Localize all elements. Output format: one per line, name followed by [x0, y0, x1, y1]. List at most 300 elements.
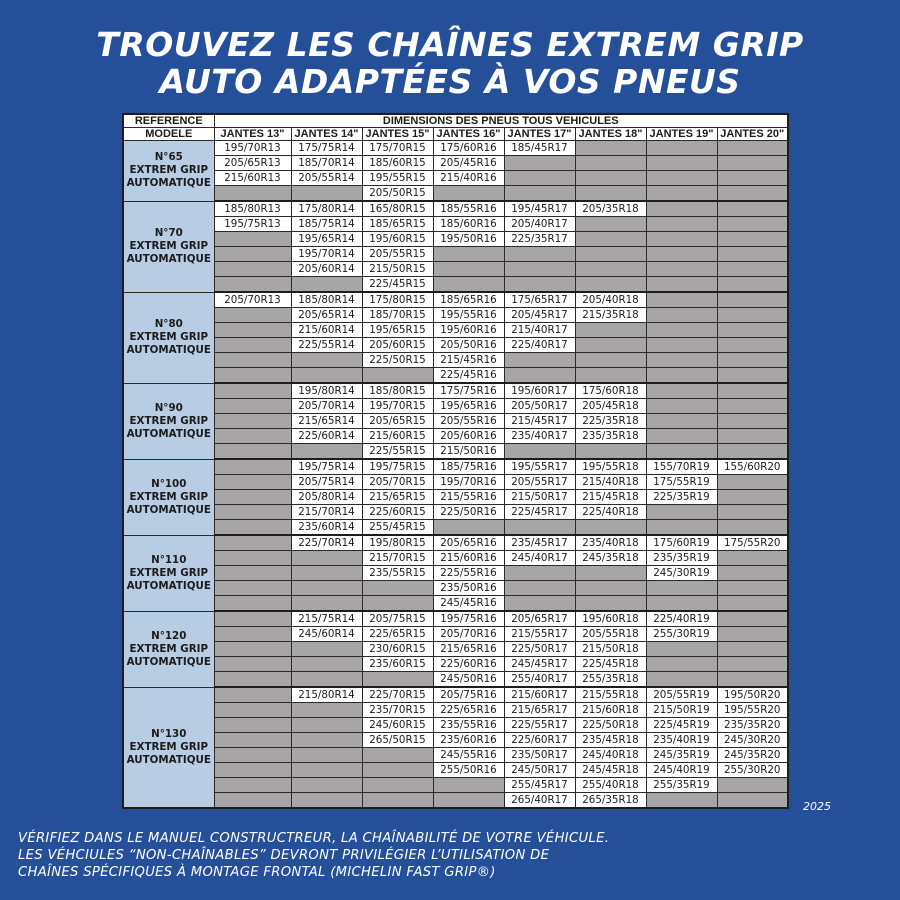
tire-size-cell: 195/65R16	[433, 399, 504, 414]
empty-cell	[646, 399, 717, 414]
empty-cell	[291, 657, 362, 672]
empty-cell	[646, 232, 717, 247]
tire-size-cell: 215/65R17	[504, 703, 575, 718]
column-header: JANTES 17"	[504, 128, 575, 141]
empty-cell	[291, 444, 362, 460]
empty-cell	[214, 353, 291, 368]
tire-size-cell: 225/60R16	[433, 657, 504, 672]
table-row	[123, 611, 788, 627]
empty-cell	[646, 156, 717, 171]
table-row	[123, 186, 788, 202]
tire-size-cell: 205/45R16	[433, 156, 504, 171]
empty-cell	[646, 277, 717, 293]
empty-cell	[717, 642, 788, 657]
empty-cell	[362, 778, 433, 793]
empty-cell	[214, 581, 291, 596]
model-label-line: N°130	[151, 727, 187, 740]
empty-cell	[214, 505, 291, 520]
tire-size-cell: 215/70R15	[362, 551, 433, 566]
reference-header-line-2: MODELE	[123, 128, 214, 141]
tire-size-cell: 175/60R16	[433, 141, 504, 156]
table-row	[123, 551, 788, 566]
tire-size-cell: 205/45R18	[575, 399, 646, 414]
table-row	[123, 687, 788, 703]
tire-size-cell: 245/55R16	[433, 748, 504, 763]
empty-cell	[717, 611, 788, 627]
empty-cell	[717, 171, 788, 186]
tire-size-cell: 175/60R18	[575, 383, 646, 399]
empty-cell	[362, 368, 433, 384]
tire-size-cell: 205/70R16	[433, 627, 504, 642]
empty-cell	[717, 520, 788, 536]
tire-size-cell: 225/45R16	[433, 368, 504, 384]
tire-size-cell: 235/50R17	[504, 748, 575, 763]
table-row	[123, 733, 788, 748]
tire-size-cell: 205/60R15	[362, 338, 433, 353]
tire-size-cell: 225/40R18	[575, 505, 646, 520]
empty-cell	[575, 444, 646, 460]
empty-cell	[717, 475, 788, 490]
table-row	[123, 793, 788, 809]
table-row	[123, 141, 788, 156]
empty-cell	[214, 277, 291, 293]
empty-cell	[717, 201, 788, 217]
empty-cell	[504, 186, 575, 202]
tire-size-cell: 195/75R14	[291, 459, 362, 475]
table-row	[123, 429, 788, 444]
empty-cell	[214, 459, 291, 475]
title-line-1: TROUVEZ LES CHAÎNES EXTREM GRIP	[96, 25, 804, 64]
empty-cell	[214, 383, 291, 399]
empty-cell	[291, 793, 362, 809]
table-row	[123, 475, 788, 490]
empty-cell	[575, 520, 646, 536]
empty-cell	[433, 520, 504, 536]
empty-cell	[646, 520, 717, 536]
table-row	[123, 459, 788, 475]
empty-cell	[214, 627, 291, 642]
tire-size-cell: 255/50R16	[433, 763, 504, 778]
tire-size-cell: 185/75R16	[433, 459, 504, 475]
empty-cell	[717, 551, 788, 566]
tire-size-cell: 225/50R16	[433, 505, 504, 520]
tire-size-cell: 175/70R15	[362, 141, 433, 156]
empty-cell	[646, 642, 717, 657]
tire-size-cell: 225/65R15	[362, 627, 433, 642]
empty-cell	[214, 399, 291, 414]
empty-cell	[214, 232, 291, 247]
table-row	[123, 566, 788, 581]
tire-size-cell: 225/60R17	[504, 733, 575, 748]
empty-cell	[504, 596, 575, 612]
empty-cell	[717, 596, 788, 612]
tire-size-cell: 205/55R18	[575, 627, 646, 642]
empty-cell	[717, 323, 788, 338]
model-label-line: N°70	[154, 227, 183, 239]
empty-cell	[214, 793, 291, 809]
empty-cell	[214, 718, 291, 733]
empty-cell	[291, 703, 362, 718]
dimensions-header: DIMENSIONS DES PNEUS TOUS VEHICULES	[214, 114, 788, 128]
empty-cell	[575, 596, 646, 612]
empty-cell	[433, 247, 504, 262]
empty-cell	[433, 793, 504, 809]
empty-cell	[214, 490, 291, 505]
tire-size-cell: 225/45R17	[504, 505, 575, 520]
empty-cell	[717, 232, 788, 247]
column-header: JANTES 18"	[575, 128, 646, 141]
tire-size-cell: 235/40R17	[504, 429, 575, 444]
empty-cell	[214, 687, 291, 703]
tire-size-cell: 205/55R17	[504, 475, 575, 490]
empty-cell	[646, 672, 717, 688]
footer-line-3: CHAÎNES SPÉCIFIQUES À MONTAGE FRONTAL (MICHELIN FAST GRIP®)	[18, 865, 496, 880]
table-row	[123, 292, 788, 308]
tire-size-cell: 215/60R18	[575, 703, 646, 718]
empty-cell	[214, 596, 291, 612]
table-row	[123, 232, 788, 247]
tire-size-cell: 205/50R17	[504, 399, 575, 414]
tire-size-cell: 235/50R16	[433, 581, 504, 596]
empty-cell	[504, 277, 575, 293]
model-label-line: EXTREM GRIP	[129, 164, 209, 177]
tire-size-cell: 215/65R14	[291, 414, 362, 429]
table-row	[123, 399, 788, 414]
tire-size-cell: 230/60R15	[362, 642, 433, 657]
empty-cell	[504, 566, 575, 581]
model-label-line: AUTOMATIQUE	[126, 753, 211, 766]
empty-cell	[214, 414, 291, 429]
empty-cell	[214, 520, 291, 536]
empty-cell	[646, 596, 717, 612]
empty-cell	[575, 217, 646, 232]
empty-cell	[433, 778, 504, 793]
empty-cell	[575, 232, 646, 247]
empty-cell	[646, 338, 717, 353]
empty-cell	[717, 156, 788, 171]
empty-cell	[575, 581, 646, 596]
empty-cell	[291, 672, 362, 688]
empty-cell	[646, 171, 717, 186]
tire-size-cell: 195/60R15	[362, 232, 433, 247]
tire-size-cell: 235/60R16	[433, 733, 504, 748]
empty-cell	[362, 581, 433, 596]
table-row	[123, 672, 788, 688]
tire-size-cell: 195/50R20	[717, 687, 788, 703]
empty-cell	[291, 596, 362, 612]
table-row	[123, 368, 788, 384]
empty-cell	[214, 475, 291, 490]
tire-size-cell: 225/50R17	[504, 642, 575, 657]
tire-size-cell: 225/50R15	[362, 353, 433, 368]
tire-size-cell: 255/30R19	[646, 627, 717, 642]
tire-size-cell: 235/55R15	[362, 566, 433, 581]
empty-cell	[575, 323, 646, 338]
tire-size-cell: 215/45R18	[575, 490, 646, 505]
empty-cell	[504, 444, 575, 460]
model-label-line: AUTOMATIQUE	[126, 579, 211, 592]
table-row	[123, 277, 788, 293]
empty-cell	[291, 778, 362, 793]
tire-size-cell: 235/35R20	[717, 718, 788, 733]
table-row	[123, 596, 788, 612]
empty-cell	[504, 353, 575, 368]
empty-cell	[362, 596, 433, 612]
empty-cell	[646, 414, 717, 429]
tire-size-cell: 195/70R15	[362, 399, 433, 414]
tire-size-cell: 205/50R16	[433, 338, 504, 353]
model-label-line: N°65	[154, 151, 183, 164]
tire-size-cell: 185/80R14	[291, 292, 362, 308]
model-label-line: AUTOMATIQUE	[126, 427, 211, 440]
tire-size-cell: 185/70R15	[362, 308, 433, 323]
empty-cell	[646, 323, 717, 338]
tire-size-cell: 215/45R17	[504, 414, 575, 429]
empty-cell	[575, 156, 646, 171]
model-cell	[123, 611, 214, 687]
empty-cell	[214, 551, 291, 566]
tire-size-cell: 215/60R17	[504, 687, 575, 703]
tire-size-cell: 185/80R13	[214, 201, 291, 217]
empty-cell	[717, 399, 788, 414]
empty-cell	[214, 429, 291, 444]
table-row	[123, 383, 788, 399]
empty-cell	[717, 429, 788, 444]
model-label-line: N°80	[154, 318, 183, 330]
tire-size-cell: 185/60R16	[433, 217, 504, 232]
column-header: JANTES 13"	[214, 128, 291, 141]
tire-size-cell: 265/50R15	[362, 733, 433, 748]
empty-cell	[717, 247, 788, 262]
tire-size-cell: 215/35R18	[575, 308, 646, 323]
tire-size-cell: 245/35R19	[646, 748, 717, 763]
empty-cell	[717, 338, 788, 353]
model-label-line: N°110	[151, 553, 187, 566]
tire-size-cell: 245/30R19	[646, 566, 717, 581]
model-label-line: EXTREM GRIP	[129, 740, 209, 753]
empty-cell	[717, 414, 788, 429]
tire-size-cell: 245/45R17	[504, 657, 575, 672]
empty-cell	[646, 141, 717, 156]
empty-cell	[646, 201, 717, 217]
tire-size-cell: 205/40R18	[575, 292, 646, 308]
column-header: JANTES 19"	[646, 128, 717, 141]
empty-cell	[717, 186, 788, 202]
table-row	[123, 444, 788, 460]
tire-size-cell: 205/75R15	[362, 611, 433, 627]
tire-size-cell: 235/60R14	[291, 520, 362, 536]
empty-cell	[717, 292, 788, 308]
tire-size-cell: 185/70R14	[291, 156, 362, 171]
table-row	[123, 217, 788, 232]
empty-cell	[291, 353, 362, 368]
tire-size-cell: 215/50R18	[575, 642, 646, 657]
tire-size-cell: 225/55R14	[291, 338, 362, 353]
model-label-line: EXTREM GRIP	[129, 566, 209, 579]
empty-cell	[214, 186, 291, 202]
table-row	[123, 535, 788, 551]
empty-cell	[575, 186, 646, 202]
tire-size-cell: 205/70R13	[214, 292, 291, 308]
empty-cell	[214, 368, 291, 384]
empty-cell	[291, 566, 362, 581]
empty-cell	[504, 247, 575, 262]
table-row	[123, 703, 788, 718]
empty-cell	[575, 171, 646, 186]
empty-cell	[362, 748, 433, 763]
tire-size-cell: 175/75R16	[433, 383, 504, 399]
tire-size-cell: 195/55R16	[433, 308, 504, 323]
empty-cell	[291, 277, 362, 293]
tire-size-cell: 205/55R19	[646, 687, 717, 703]
empty-cell	[504, 262, 575, 277]
empty-cell	[717, 581, 788, 596]
empty-cell	[717, 778, 788, 793]
tire-size-cell: 215/60R16	[433, 551, 504, 566]
empty-cell	[717, 566, 788, 581]
empty-cell	[504, 368, 575, 384]
empty-cell	[646, 368, 717, 384]
empty-cell	[214, 778, 291, 793]
empty-cell	[717, 627, 788, 642]
table-row	[123, 201, 788, 217]
empty-cell	[575, 277, 646, 293]
tire-size-cell: 245/45R16	[433, 596, 504, 612]
table-row	[123, 323, 788, 338]
empty-cell	[291, 642, 362, 657]
empty-cell	[717, 353, 788, 368]
tire-size-cell: 225/35R19	[646, 490, 717, 505]
model-cell	[123, 459, 214, 535]
model-label-line: AUTOMATIQUE	[126, 344, 211, 356]
tire-size-cell: 215/55R18	[575, 687, 646, 703]
tire-size-cell: 225/60R15	[362, 505, 433, 520]
tire-size-cell: 225/40R19	[646, 611, 717, 627]
empty-cell	[214, 611, 291, 627]
tire-size-cell: 195/55R20	[717, 703, 788, 718]
tire-size-cell: 255/40R18	[575, 778, 646, 793]
tire-size-cell: 215/40R16	[433, 171, 504, 186]
empty-cell	[504, 171, 575, 186]
tire-size-cell: 215/75R14	[291, 611, 362, 627]
tire-size-cell: 215/60R13	[214, 171, 291, 186]
tire-size-cell: 185/75R14	[291, 217, 362, 232]
empty-cell	[504, 520, 575, 536]
model-label-line: AUTOMATIQUE	[126, 503, 211, 516]
table-row	[123, 763, 788, 778]
tire-size-cell: 235/35R18	[575, 429, 646, 444]
tire-size-cell: 205/50R15	[362, 186, 433, 202]
tire-size-cell: 245/40R19	[646, 763, 717, 778]
tire-size-cell: 215/80R14	[291, 687, 362, 703]
footer-line-1: VÉRIFIEZ DANS LE MANUEL CONSTRUCTREUR, LA CHAÎNABILITÉ DE VOTRE VÉHICULE.	[18, 831, 610, 846]
empty-cell	[717, 368, 788, 384]
empty-cell	[717, 262, 788, 277]
table-row	[123, 171, 788, 186]
tire-size-cell: 205/60R14	[291, 262, 362, 277]
tire-size-cell: 195/70R14	[291, 247, 362, 262]
empty-cell	[214, 763, 291, 778]
tire-size-cell: 245/40R17	[504, 551, 575, 566]
table-row	[123, 247, 788, 262]
tire-size-table	[122, 113, 789, 809]
empty-cell	[646, 444, 717, 460]
tire-size-cell: 265/35R18	[575, 793, 646, 809]
tire-size-cell: 225/35R17	[504, 232, 575, 247]
empty-cell	[291, 581, 362, 596]
column-header: JANTES 16"	[433, 128, 504, 141]
tire-size-cell: 215/55R17	[504, 627, 575, 642]
tire-size-cell: 205/65R17	[504, 611, 575, 627]
tire-size-cell: 245/60R14	[291, 627, 362, 642]
empty-cell	[717, 217, 788, 232]
empty-cell	[575, 338, 646, 353]
tire-size-cell: 195/55R17	[504, 459, 575, 475]
header-row-1	[123, 114, 788, 128]
model-label-line: EXTREM GRIP	[129, 331, 209, 343]
empty-cell	[717, 444, 788, 460]
empty-cell	[291, 733, 362, 748]
empty-cell	[575, 353, 646, 368]
tire-size-cell: 215/55R16	[433, 490, 504, 505]
tire-size-cell: 195/60R18	[575, 611, 646, 627]
tire-size-cell: 255/35R18	[575, 672, 646, 688]
tire-size-cell: 245/35R18	[575, 551, 646, 566]
model-cell	[123, 201, 214, 292]
empty-cell	[646, 793, 717, 809]
tire-size-cell: 175/55R20	[717, 535, 788, 551]
model-cell	[123, 535, 214, 611]
empty-cell	[575, 141, 646, 156]
tire-size-cell: 225/40R17	[504, 338, 575, 353]
empty-cell	[646, 217, 717, 232]
tire-size-cell: 215/65R16	[433, 642, 504, 657]
tire-size-cell: 195/80R15	[362, 535, 433, 551]
tire-size-cell: 205/60R16	[433, 429, 504, 444]
reference-header-line-1: REFERENCE	[123, 114, 214, 128]
tire-size-cell: 205/70R14	[291, 399, 362, 414]
empty-cell	[214, 262, 291, 277]
tire-size-cell: 195/70R13	[214, 141, 291, 156]
table-row	[123, 748, 788, 763]
footer-note	[18, 830, 609, 881]
tire-size-cell: 205/55R15	[362, 247, 433, 262]
empty-cell	[362, 793, 433, 809]
empty-cell	[214, 323, 291, 338]
tire-size-cell: 205/55R16	[433, 414, 504, 429]
empty-cell	[646, 353, 717, 368]
tire-size-cell: 185/55R16	[433, 201, 504, 217]
empty-cell	[214, 642, 291, 657]
model-label-line: N°90	[154, 401, 183, 414]
tire-size-cell: 195/75R16	[433, 611, 504, 627]
tire-size-cell: 195/55R18	[575, 459, 646, 475]
tire-size-cell: 235/45R18	[575, 733, 646, 748]
tire-size-cell: 185/60R15	[362, 156, 433, 171]
model-label-line: N°120	[151, 629, 187, 642]
model-label-line: EXTREM GRIP	[129, 490, 209, 503]
empty-cell	[717, 672, 788, 688]
page-title	[0, 26, 900, 100]
tire-size-cell: 225/55R17	[504, 718, 575, 733]
model-cell	[123, 141, 214, 202]
tire-size-cell: 225/45R18	[575, 657, 646, 672]
empty-cell	[717, 383, 788, 399]
tire-size-cell: 245/50R16	[433, 672, 504, 688]
empty-cell	[291, 763, 362, 778]
tire-size-cell: 225/60R14	[291, 429, 362, 444]
table-row	[123, 338, 788, 353]
